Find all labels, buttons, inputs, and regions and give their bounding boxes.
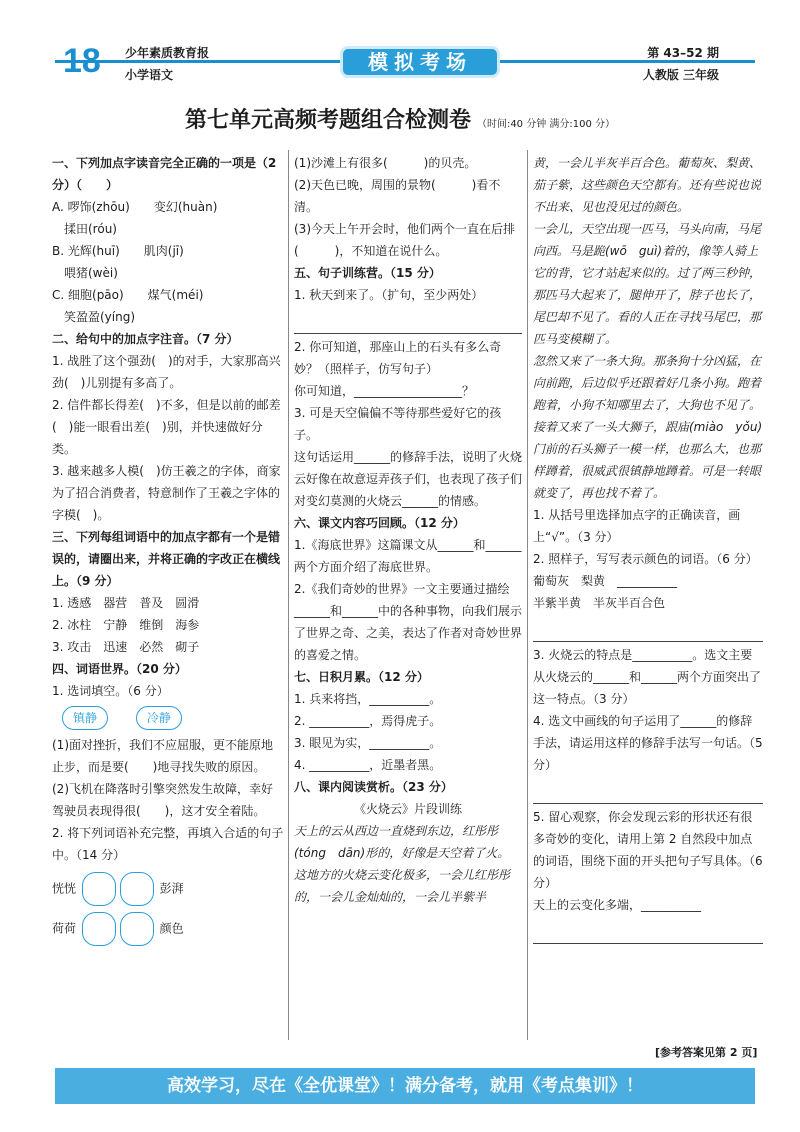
passage-text: 一会儿，天空出现一匹马，马头向南，马尾向西。马是跪(wō guì)着的，像等人骑上它的背，它才站起来似的。过了两三秒钟，那匹马大起来了，腿伸开了，脖子也长了，尾巴却不见了。看的人正在寻找马尾巴，那匹马变模糊了。 bbox=[533, 222, 762, 346]
question-text: 1. 透感 器营 普及 圆滑 bbox=[52, 596, 200, 610]
mock-exam-badge: 模拟考场 bbox=[340, 46, 500, 78]
question-text: 喂猪(wèi) bbox=[52, 266, 118, 280]
question-text: 2. 将下列词语补充完整，再填入合适的句子中。（14 分） bbox=[52, 826, 284, 862]
word-fill-row bbox=[52, 912, 284, 946]
question-text: 3. 可是天空偏偏不等待那些爱好它的孩子。 bbox=[294, 406, 502, 442]
section-heading: 六、课文内容巧回顾。（12 分） bbox=[294, 516, 465, 530]
question-text: (3)今天上午开会时，他们两个一直在后排( )，不知道在说什么。 bbox=[294, 222, 515, 258]
edition-label: 人教版 三年级 bbox=[642, 68, 719, 82]
word-prefix: 恍恍 bbox=[52, 881, 77, 896]
question-text: 1. 从括号里选择加点字的正确读音，画上“√”。（3 分） bbox=[533, 508, 741, 544]
section-heading: 五、句子训练营。（15 分） bbox=[294, 266, 441, 280]
word-fill-row bbox=[52, 872, 284, 906]
question-text: 3. 越来越多人模( )仿王羲之的字体，商家为了招合消费者，特意制作了王羲之字体的字模( )。 bbox=[52, 464, 281, 522]
question-text: 1.《海底世界》这篇课文从______和______两个方面介绍了海底世界。 bbox=[294, 538, 522, 574]
answer-line[interactable] bbox=[533, 616, 763, 642]
answer-reference: [参考答案见第 2 页] bbox=[655, 1046, 758, 1059]
subject-label: 小学语文 bbox=[125, 68, 174, 82]
question-text: 4. __________，近墨者黑。 bbox=[294, 758, 442, 772]
question-text: 2. 照样子，写写表示颜色的词语。（6 分） bbox=[533, 552, 758, 566]
column-1 bbox=[52, 152, 284, 946]
question-text: B. 光辉(huī) 肌肉(jī) bbox=[52, 244, 184, 258]
title-main: 第七单元高频考题组合检测卷 bbox=[184, 108, 471, 133]
question-text: (2)天色已晚，周围的景物( )看不清。 bbox=[294, 178, 501, 214]
column-divider bbox=[288, 150, 289, 1040]
question-text: 2. 冰柱 宁静 维倒 海参 bbox=[52, 618, 200, 632]
word-options bbox=[52, 702, 284, 734]
passage-text: 这地方的火烧云变化极多，一会儿红彤彤的，一会儿金灿灿的，一会儿半紫半 bbox=[294, 868, 511, 904]
question-text: (1)沙滩上有很多( )的贝壳。 bbox=[294, 156, 477, 170]
newspaper-header bbox=[55, 42, 755, 92]
answer-line[interactable] bbox=[533, 778, 763, 804]
question-text: 3. 眼见为实，__________。 bbox=[294, 736, 442, 750]
word-prefix: 颜色 bbox=[159, 921, 184, 936]
title-meta: （时间:40 分钟 满分:100 分） bbox=[476, 119, 616, 130]
question-text: 1. 秋天到来了。（扩句，至少两处） bbox=[294, 288, 484, 302]
word-prefix: 荷荷 bbox=[52, 921, 77, 936]
question-text: 2.《我们奇妙的世界》一文主要通过描绘______和______中的各种事物，向我们展示了世界之奇、之美，表达了作者对奇妙世界的喜爱之情。 bbox=[294, 582, 523, 662]
question-text: 揉田(róu) bbox=[52, 222, 117, 236]
question-text: (1)面对挫折，我们不应屈服，更不能原地止步，而是要( )地寻找失败的原因。 bbox=[52, 738, 273, 774]
question-text: 3. 攻击 迅速 必然 砌子 bbox=[52, 640, 200, 654]
word-option: 镇静 bbox=[62, 706, 108, 730]
column-3 bbox=[533, 152, 763, 946]
word-prefix: 彭湃 bbox=[159, 881, 184, 896]
newspaper-name: 少年素质教育报 bbox=[125, 46, 210, 60]
passage-text: 接着又来了一头大狮子，跟庙(miào yǒu)门前的石头狮子一模一样，也那么大，也那样蹲着，很威武很镇静地蹲着。可是一转眼就变了，再也找不着了。 bbox=[533, 420, 763, 500]
word-option: 冷静 bbox=[136, 706, 182, 730]
question-text: 你可知道，__________________？ bbox=[294, 384, 475, 398]
answer-line[interactable] bbox=[294, 308, 522, 334]
question-text: 2. 信件都长得差( )不多，但是以前的邮差( )能一眼看出差( )别，并快速做好分类。 bbox=[52, 398, 281, 456]
passage-text: 天上的云从西边一直烧到东边，红彤彤(tóng dān)形的，好像是天空着了火。 bbox=[294, 824, 510, 860]
section-heading: 二、给句中的加点字注音。（7 分） bbox=[52, 332, 239, 346]
question-text: 2. __________，焉得虎子。 bbox=[294, 714, 442, 728]
blank-flower[interactable] bbox=[120, 912, 154, 946]
column-2 bbox=[294, 152, 522, 908]
blank-flower[interactable] bbox=[120, 872, 154, 906]
column-divider bbox=[527, 150, 528, 1040]
footer-banner: 高效学习，尽在《全优课堂》！满分备考，就用《考点集训》！ bbox=[55, 1068, 755, 1104]
question-text: 一、下列加点字读音完全正确的一项是（2 分）（ ） bbox=[52, 156, 277, 192]
question-text: 1. 选词填空。（6 分） bbox=[52, 684, 169, 698]
passage-text: 黄，一会儿半灰半百合色。葡萄灰、梨黄、茄子紫，这些颜色天空都有。还有些说也说不出来、见也没见过的颜色。 bbox=[533, 156, 762, 214]
question-text: 5. 留心观察，你会发现云彩的形状还有很多奇妙的变化，请用上第 2 自然段中加点的词语，围绕下面的开头把句子写具体。（6 分） bbox=[533, 810, 763, 890]
question-text: A. 啰饰(zhōu) 变幻(huàn) bbox=[52, 200, 218, 214]
question-text: 笑盈盈(yíng) bbox=[52, 310, 136, 324]
section-heading: 八、课内阅读赏析。（23 分） bbox=[294, 780, 453, 794]
answer-line[interactable] bbox=[533, 918, 763, 944]
exam-title bbox=[0, 103, 800, 134]
question-text: (2)飞机在降落时引擎突然发生故障，幸好驾驶员表现得很( )，这才安全着陆。 bbox=[52, 782, 273, 818]
blank-flower[interactable] bbox=[82, 872, 116, 906]
issue-label: 第 43–52 期 bbox=[647, 46, 719, 60]
question-text: C. 细胞(pāo) 煤气(méi) bbox=[52, 288, 204, 302]
question-text: 2. 你可知道，那座山上的石头有多么奇妙？（照样子，仿写句子） bbox=[294, 340, 502, 376]
question-text: 1. 兵来将挡，__________。 bbox=[294, 692, 442, 706]
blank-flower[interactable] bbox=[82, 912, 116, 946]
question-text: 半紫半黄 半灰半百合色 bbox=[533, 596, 666, 610]
passage-text: 忽然又来了一条大狗。那条狗十分凶猛，在向前跑，后边似乎还跟着好几条小狗。跑着跑着，小狗不知哪里去了，大狗也不见了。 bbox=[533, 354, 762, 412]
question-text: 这句话运用______的修辞手法，说明了火烧云好像在故意逗弄孩子们，也表现了孩子们对变幻莫测的火烧云______的情感。 bbox=[294, 450, 523, 508]
section-heading: 七、日积月累。（12 分） bbox=[294, 670, 429, 684]
question-text: 3. 火烧云的特点是__________。选文主要从火烧云的______和______两个方面突出了这一特点。（3 分） bbox=[533, 648, 762, 706]
question-text: 天上的云变化多端，__________ bbox=[533, 898, 702, 912]
question-text: 1. 战胜了这个强劲( )的对手，大家那高兴劲( )儿别提有多高了。 bbox=[52, 354, 281, 390]
question-text: 葡萄灰 梨黄 __________ bbox=[533, 574, 678, 588]
passage-title: 《火烧云》片段训练 bbox=[353, 802, 462, 816]
section-heading: 四、词语世界。（20 分） bbox=[52, 662, 187, 676]
section-heading: 三、下列每组词语中的加点字都有一个是错误的，请圈出来，并将正确的字改正在横线上。（9 分） bbox=[52, 530, 281, 588]
page-number: 18 bbox=[63, 42, 101, 80]
question-text: 4. 选文中画线的句子运用了______的修辞手法，请运用这样的修辞手法写一句话。（5 分） bbox=[533, 714, 763, 772]
